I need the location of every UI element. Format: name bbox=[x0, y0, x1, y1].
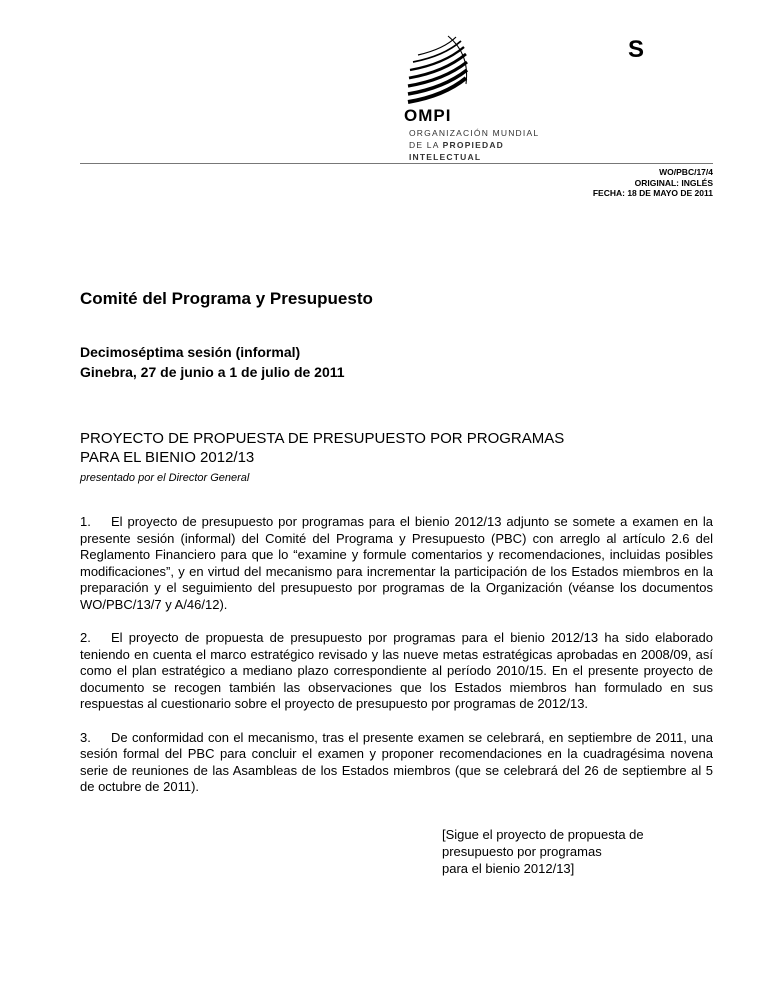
paragraph-text: El proyecto de presupuesto por programas para el bienio 2012/13 adjunto se somete a examen en la presente sesión (informal) del Comité del Programa y Presupuesto (PBC) con arreglo al artículo 2.6 del Reglamento Financiero para que lo “examine y formule comentarios y recomendaciones, incluidas posibles modificaciones”, y en virtud del mecanismo para incrementar la participación de los Estados miembros en la preparación y el seguimiento del presupuesto por programas de la Organización (véanse los documentos WO/PBC/13/7 y A/46/12). bbox=[80, 514, 713, 612]
session-name: Decimoséptima sesión (informal) bbox=[80, 344, 301, 360]
heading-line-1: PROYECTO DE PROPUESTA DE PRESUPUESTO POR PROGRAMAS bbox=[80, 430, 565, 447]
paragraph-number: 2. bbox=[80, 630, 91, 645]
continuation-line-3: para el bienio 2012/13] bbox=[442, 860, 575, 876]
paragraph-number: 1. bbox=[80, 514, 91, 529]
logo-subtitle-1: ORGANIZACIÓN MUNDIAL bbox=[409, 128, 540, 138]
session-place-date: Ginebra, 27 de junio a 1 de julio de 2011 bbox=[80, 364, 345, 380]
logo-subtitle-2 bbox=[409, 140, 504, 151]
committee-title: Comité del Programa y Presupuesto bbox=[80, 289, 373, 308]
logo-subtitle-bold: PROPIEDAD bbox=[442, 140, 505, 150]
paragraph-2 bbox=[80, 630, 713, 713]
paragraph-number: 3. bbox=[80, 729, 91, 745]
paragraph-3 bbox=[80, 730, 713, 796]
language-code: S bbox=[628, 36, 645, 63]
presenter-note: presentado por el Director General bbox=[80, 472, 250, 484]
logo-name: OMPI bbox=[404, 106, 452, 125]
continuation-note bbox=[442, 826, 702, 877]
logo-subtitle-3: INTELECTUAL bbox=[409, 152, 482, 162]
paragraph-text: De conformidad con el mecanismo, tras el presente examen se celebrará, en septiembre de 2011, una sesión formal del PBC para concluir el examen y proponer recomendaciones en la cuadragésima novena serie de reuniones de las Asambleas de los Estados miembros (que se celebrará del 26 de septiembre al 5 de octubre de 2011). bbox=[80, 729, 713, 794]
document-symbol: WO/PBC/17/4 bbox=[659, 167, 713, 177]
original-language: ORIGINAL: INGLÉS bbox=[634, 177, 713, 188]
document-date: FECHA: 18 DE MAYO DE 2011 bbox=[592, 188, 713, 198]
continuation-line-1: [Sigue el proyecto de propuesta de bbox=[442, 826, 644, 842]
continuation-line-2: presupuesto por programas bbox=[442, 843, 602, 859]
session-info bbox=[80, 342, 345, 382]
document-heading bbox=[80, 429, 713, 467]
wipo-globe-icon bbox=[404, 34, 474, 106]
document-reference bbox=[593, 167, 713, 199]
paragraph-1 bbox=[80, 514, 713, 613]
header-divider bbox=[80, 163, 713, 164]
logo-subtitle-prefix: DE LA bbox=[409, 140, 443, 150]
document-body bbox=[80, 514, 713, 877]
paragraph-text: El proyecto de propuesta de presupuesto por programas para el bienio 2012/13 ha sido elaborado teniendo en cuenta el marco estratégico revisado y las nueve metas estratégicas aprobadas en 2008/09, así como el plan estratégico a mediano plazo correspondiente al período 2010/15. En el presente proyecto de documento se recogen también las observaciones que los Estados miembros han formulado en sus respuestas al cuestionario sobre el proyecto de presupuesto por programas de 2012/13. bbox=[80, 630, 713, 711]
ompi-logo bbox=[404, 34, 564, 162]
heading-line-2: PARA EL BIENIO 2012/13 bbox=[80, 449, 255, 466]
